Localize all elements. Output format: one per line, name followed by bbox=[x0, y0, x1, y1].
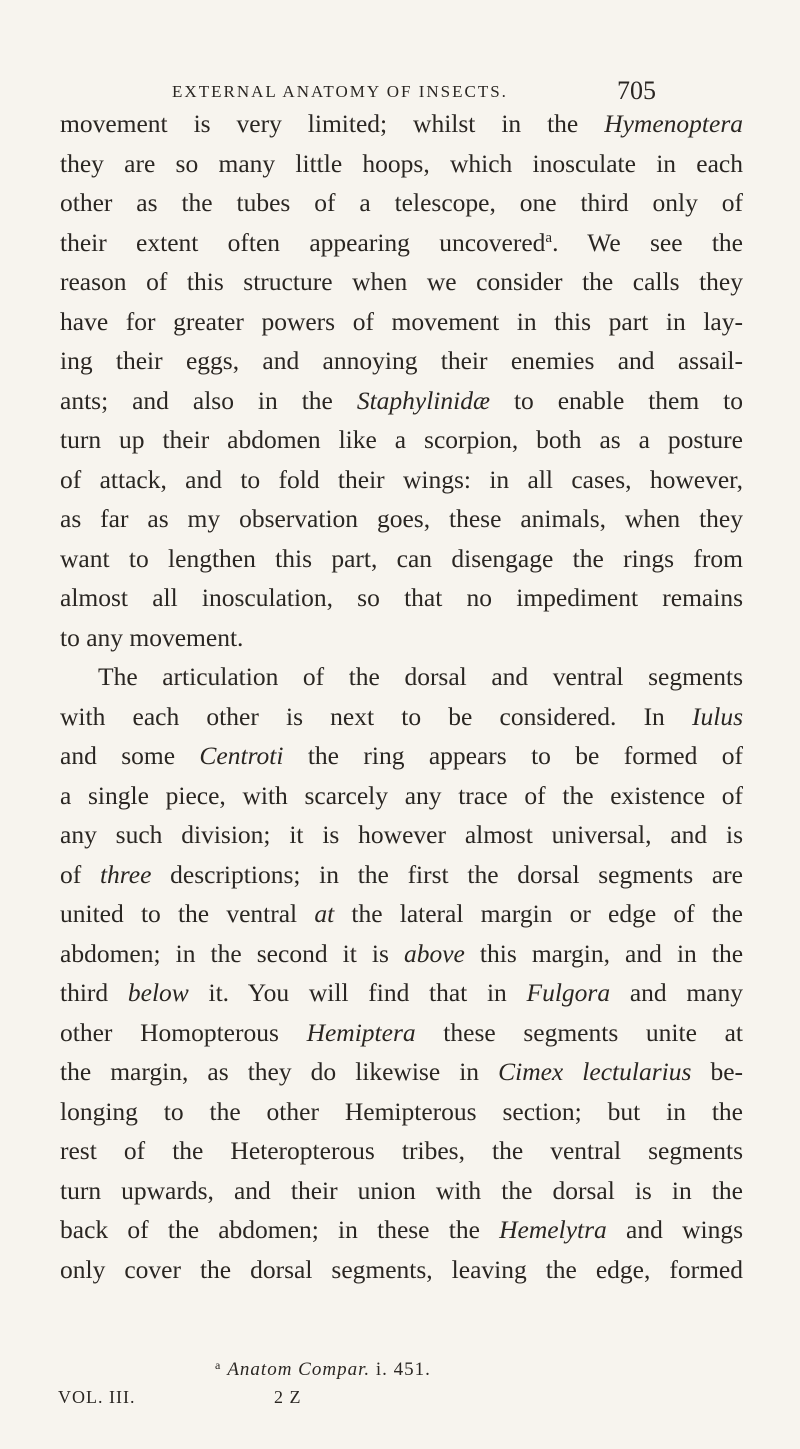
text-segment: the ring appears to be formed of bbox=[283, 741, 743, 770]
text-segment: these segments unite at bbox=[415, 1017, 743, 1047]
footnote-ref-marker: a bbox=[545, 229, 553, 246]
italic-term: at bbox=[314, 899, 335, 928]
text-segment: be- bbox=[691, 1057, 744, 1086]
text-line bbox=[60, 1210, 743, 1250]
italic-term: Hemelytra bbox=[499, 1215, 607, 1244]
text-line bbox=[60, 341, 743, 381]
text-line bbox=[60, 144, 743, 184]
text-line bbox=[60, 1250, 743, 1290]
footnote-ref: i. 451. bbox=[370, 1359, 431, 1380]
body-text bbox=[60, 104, 743, 1289]
text-segment: descriptions; in the first the dorsal segments are bbox=[151, 859, 743, 889]
text-segment: and many bbox=[610, 978, 743, 1007]
text-segment: ing their eggs, and annoying their enemies and assail- bbox=[60, 346, 743, 375]
italic-term: Hemiptera bbox=[306, 1017, 416, 1047]
text-segment: a single piece, with scarcely any trace of the existence of bbox=[60, 780, 743, 810]
text-segment: have for greater powers of movement in this part in lay- bbox=[60, 306, 743, 336]
text-segment: with each other is next to be considered. In bbox=[60, 701, 692, 731]
text-segment: only cover the dorsal segments, leaving the edge, formed bbox=[60, 1254, 743, 1284]
text-segment: other Homopterous bbox=[60, 1017, 307, 1047]
text-segment: abdomen; in the second it is bbox=[60, 938, 404, 968]
text-segment: they are so many little hoops, which inosculate in each bbox=[60, 148, 743, 178]
italic-term: above bbox=[403, 938, 465, 968]
text-line bbox=[60, 223, 743, 263]
text-line bbox=[60, 618, 743, 658]
text-segment: as far as my observation goes, these animals, when they bbox=[60, 504, 743, 533]
text-segment: movement is very limited; whilst in the bbox=[60, 109, 605, 138]
footnote-text: Anatom Compar. bbox=[227, 1359, 371, 1380]
text-line bbox=[60, 973, 743, 1013]
text-segment: longing to the other Hemipterous section; but in the bbox=[60, 1096, 743, 1126]
text-line bbox=[60, 262, 743, 302]
italic-term: Cimex lectularius bbox=[498, 1057, 692, 1086]
text-line bbox=[60, 815, 743, 855]
text-segment: third bbox=[60, 978, 128, 1007]
signature-line bbox=[0, 1387, 800, 1417]
text-line bbox=[60, 1092, 743, 1132]
text-line bbox=[60, 697, 743, 737]
footnote bbox=[215, 1358, 431, 1381]
page-number: 705 bbox=[617, 76, 656, 105]
text-segment: The articulation of the dorsal and ventral segments bbox=[98, 662, 743, 691]
italic-term: below bbox=[127, 978, 189, 1007]
text-line bbox=[60, 420, 743, 460]
text-segment: want to lengthen this part, can disengage the rings from bbox=[60, 543, 743, 573]
text-segment: to enable them to bbox=[489, 385, 743, 415]
text-line bbox=[60, 855, 743, 895]
text-line bbox=[60, 460, 743, 500]
text-segment: of attack, and to fold their wings: in all cases, however, bbox=[60, 464, 743, 494]
text-segment: almost all inosculation, so that no impediment remains bbox=[60, 583, 743, 612]
italic-term: Staphylinidæ bbox=[356, 385, 490, 415]
text-line bbox=[60, 104, 743, 144]
text-segment: this margin, and in the bbox=[464, 938, 744, 968]
volume-label: VOL. III. bbox=[58, 1387, 136, 1407]
text-line bbox=[60, 1013, 743, 1053]
text-segment: of bbox=[60, 859, 100, 889]
text-segment: ants; and also in the bbox=[60, 385, 357, 415]
text-segment: . We see the bbox=[552, 227, 743, 257]
text-segment: it. You will find that in bbox=[188, 978, 527, 1007]
text-segment: and wings bbox=[606, 1215, 743, 1244]
text-segment: united to the ventral bbox=[60, 899, 315, 928]
text-line bbox=[60, 183, 743, 223]
text-segment: the margin, as they do likewise in bbox=[60, 1057, 499, 1086]
text-line bbox=[60, 302, 743, 342]
text-line bbox=[60, 1171, 743, 1211]
text-line bbox=[60, 381, 743, 421]
text-segment: and some bbox=[60, 741, 200, 770]
text-line bbox=[60, 1052, 743, 1092]
text-segment: turn up their abdomen like a scorpion, both as a posture bbox=[60, 425, 743, 454]
text-segment: reason of this structure when we consider the calls they bbox=[60, 267, 743, 296]
text-segment: rest of the Heteropterous tribes, the ventral segments bbox=[60, 1136, 743, 1165]
italic-term: three bbox=[99, 859, 152, 889]
text-line bbox=[60, 657, 743, 697]
italic-term: Iulus bbox=[692, 701, 743, 731]
text-segment: their extent often appearing uncovered bbox=[60, 227, 546, 257]
italic-term: Centroti bbox=[199, 741, 284, 770]
text-line bbox=[60, 499, 743, 539]
text-segment: any such division; it is however almost universal, and is bbox=[60, 820, 743, 849]
text-line bbox=[60, 776, 743, 816]
text-segment: the lateral margin or edge of the bbox=[334, 899, 743, 928]
footnote-marker: a bbox=[215, 1358, 222, 1372]
running-head: EXTERNAL ANATOMY OF INSECTS. bbox=[172, 82, 508, 101]
text-line bbox=[60, 934, 743, 974]
text-segment: turn upwards, and their union with the dorsal is in the bbox=[60, 1175, 743, 1205]
text-segment: back of the abdomen; in these the bbox=[60, 1215, 500, 1244]
text-line bbox=[60, 894, 743, 934]
italic-term: Fulgora bbox=[526, 978, 611, 1007]
text-line bbox=[60, 736, 743, 776]
text-line bbox=[60, 1131, 743, 1171]
text-segment: other as the tubes of a telescope, one third only of bbox=[60, 188, 743, 217]
text-line bbox=[60, 578, 743, 618]
text-segment: to any movement. bbox=[60, 622, 244, 652]
text-line bbox=[60, 539, 743, 579]
signature-mark: 2 Z bbox=[274, 1387, 302, 1407]
italic-term: Hymenoptera bbox=[604, 109, 743, 138]
